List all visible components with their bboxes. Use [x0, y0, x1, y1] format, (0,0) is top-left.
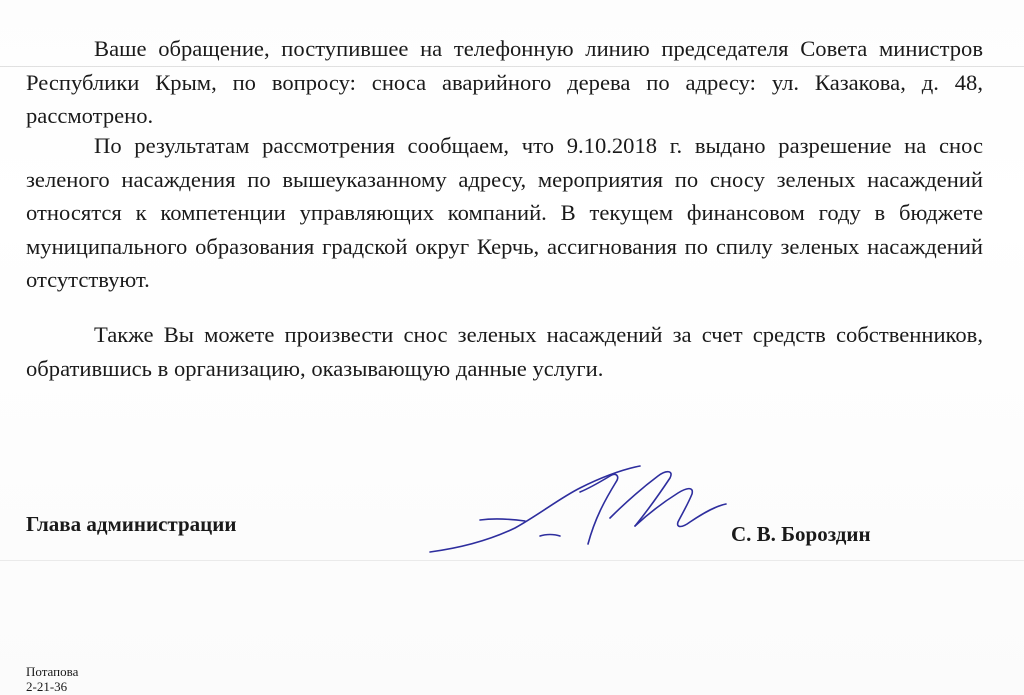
paragraph-text: Ваше обращение, поступившее на телефонную линию председателя Совета министров Республики Крым, по вопросу: сноса аварийного дерева по адресу: ул. Казакова, д. 48, рассмотрено. — [26, 36, 983, 129]
executor-info — [26, 664, 78, 694]
executor-name: Потапова — [26, 664, 79, 679]
body-paragraph-2 — [26, 129, 983, 297]
signatory-position: Глава администрации — [26, 512, 237, 536]
body-paragraph-1 — [26, 32, 983, 133]
paragraph-text: Также Вы можете произвести снос зеленых насаждений за счет средств собственников, обратившись в организацию, оказывающую данные услуги. — [26, 322, 983, 381]
paragraph-text: По результатам рассмотрения сообщаем, что 9.10.2018 г. выдано разрешение на снос зеленого насаждения по вышеуказанному адресу, мероприятия по сносу зеленых насаждений относятся к компетенции управляющих компаний. В текущем финансовом году в бюджете муниципального образования градской округ Керчь, ассигнования по спилу зеленых насаждений отсутствуют. — [26, 133, 983, 293]
executor-phone: 2-21-36 — [26, 679, 68, 694]
signatory-name: С. В. Бороздин — [731, 522, 871, 546]
body-paragraph-3 — [26, 318, 983, 385]
handwritten-signature — [420, 448, 750, 578]
signature-strokes — [430, 466, 726, 552]
